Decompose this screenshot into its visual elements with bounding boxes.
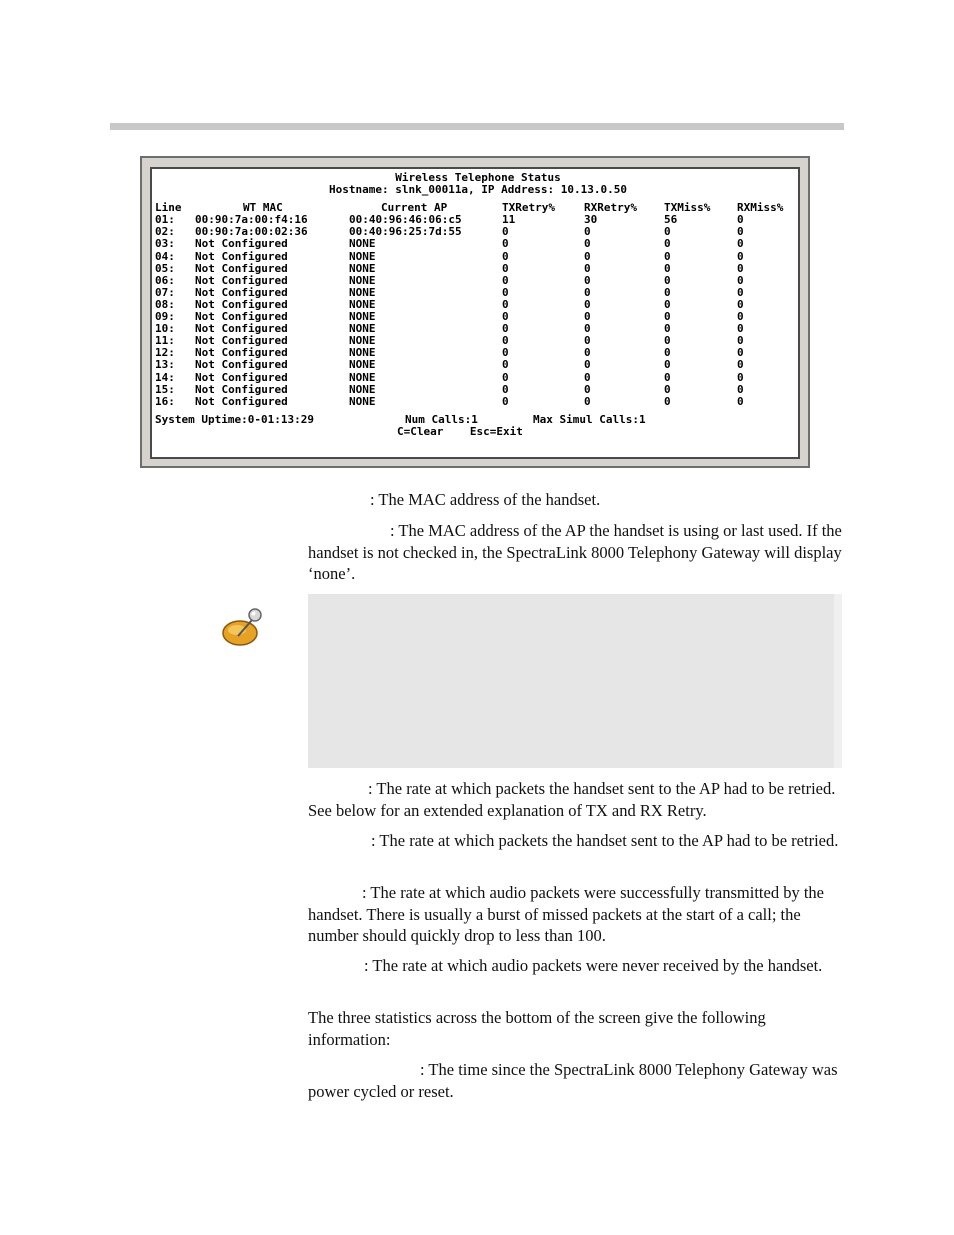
rxretry-description: : The rate at which packets the handset sent to the AP had to be retried. bbox=[371, 831, 839, 850]
current-ap-value: NONE bbox=[349, 322, 376, 336]
txretry-value: 0 bbox=[502, 297, 509, 311]
rxmiss-value: 0 bbox=[737, 273, 744, 287]
txretry-value: 0 bbox=[502, 273, 509, 287]
rxmiss-value: 0 bbox=[737, 225, 744, 239]
terminal-row bbox=[155, 384, 801, 396]
txretry-value: 0 bbox=[502, 310, 509, 324]
wt-mac-value: Not Configured bbox=[195, 310, 288, 324]
txmiss-value: 0 bbox=[664, 310, 671, 324]
rxmiss-value: 0 bbox=[737, 213, 744, 227]
wt-mac-value: Not Configured bbox=[195, 358, 288, 372]
line-number: 07: bbox=[155, 285, 175, 299]
txmiss-value: 0 bbox=[664, 334, 671, 348]
rxretry-value: 0 bbox=[584, 310, 591, 324]
txmiss-value: 0 bbox=[664, 322, 671, 336]
line-number: 03: bbox=[155, 237, 175, 251]
rxmiss-description: : The rate at which audio packets were never received by the handset. bbox=[364, 956, 823, 975]
num-calls: Num Calls:1 bbox=[405, 412, 478, 426]
terminal-row bbox=[155, 263, 801, 275]
rxmiss-value: 0 bbox=[737, 285, 744, 299]
txmiss-value: 0 bbox=[664, 261, 671, 275]
terminal-keys-row bbox=[155, 426, 801, 438]
line-number: 08: bbox=[155, 297, 175, 311]
wt-mac-description: : The MAC address of the handset. bbox=[370, 490, 601, 509]
note-pushpin-icon bbox=[220, 606, 266, 646]
rxmiss-value: 0 bbox=[737, 346, 744, 360]
rxmiss-value: 0 bbox=[737, 322, 744, 336]
txretry-value: 0 bbox=[502, 249, 509, 263]
wt-mac-value: Not Configured bbox=[195, 334, 288, 348]
wt-mac-value: Not Configured bbox=[195, 297, 288, 311]
current-ap-value: NONE bbox=[349, 261, 376, 275]
rxretry-value: 0 bbox=[584, 261, 591, 275]
rxmiss-value: 0 bbox=[737, 370, 744, 384]
rxmiss-value: 0 bbox=[737, 334, 744, 348]
wt-mac-value: 00:90:7a:00:02:36 bbox=[195, 225, 308, 239]
txmiss-value: 0 bbox=[664, 346, 671, 360]
txretry-value: 0 bbox=[502, 261, 509, 275]
line-number: 02: bbox=[155, 225, 175, 239]
line-number: 05: bbox=[155, 261, 175, 275]
rxretry-value: 0 bbox=[584, 297, 591, 311]
txretry-value: 0 bbox=[502, 225, 509, 239]
current-ap-value: NONE bbox=[349, 370, 376, 384]
col-header-wt-mac: WT MAC bbox=[243, 201, 283, 215]
current-ap-value: NONE bbox=[349, 394, 376, 408]
txmiss-value: 0 bbox=[664, 370, 671, 384]
line-number: 15: bbox=[155, 382, 175, 396]
rxmiss-value: 0 bbox=[737, 310, 744, 324]
current-ap-value: NONE bbox=[349, 297, 376, 311]
current-ap-description: : The MAC address of the AP the handset is using or last used. If the handset is not checked in, the SpectraLink 8000 Telephony Gateway will display ‘none’. bbox=[308, 521, 842, 583]
note-box bbox=[308, 594, 842, 768]
three-statistics-intro: The three statistics across the bottom of the screen give the following information: bbox=[308, 1008, 766, 1049]
txretry-value: 0 bbox=[502, 358, 509, 372]
terminal-rows bbox=[155, 214, 801, 408]
txretry-value: 0 bbox=[502, 322, 509, 336]
terminal-row bbox=[155, 396, 801, 408]
current-ap-value: NONE bbox=[349, 249, 376, 263]
txretry-value: 0 bbox=[502, 382, 509, 396]
rxretry-value: 0 bbox=[584, 249, 591, 263]
rxretry-value: 0 bbox=[584, 358, 591, 372]
wt-mac-value: Not Configured bbox=[195, 322, 288, 336]
system-uptime: System Uptime:0-01:13:29 bbox=[155, 412, 314, 426]
txmiss-value: 0 bbox=[664, 249, 671, 263]
txmiss-value: 0 bbox=[664, 225, 671, 239]
wt-mac-value: Not Configured bbox=[195, 261, 288, 275]
rxmiss-value: 0 bbox=[737, 261, 744, 275]
rxretry-value: 0 bbox=[584, 285, 591, 299]
wt-mac-value: Not Configured bbox=[195, 382, 288, 396]
line-number: 11: bbox=[155, 334, 175, 348]
line-number: 14: bbox=[155, 370, 175, 384]
txmiss-value: 0 bbox=[664, 297, 671, 311]
txretry-value: 0 bbox=[502, 346, 509, 360]
current-ap-value: NONE bbox=[349, 285, 376, 299]
col-header-current-ap: Current AP bbox=[381, 201, 448, 215]
rxmiss-value: 0 bbox=[737, 237, 744, 251]
line-number: 04: bbox=[155, 249, 175, 263]
terminal-hostname: Hostname: slnk_00011a, IP Address: 10.13.0.50 bbox=[328, 183, 627, 197]
current-ap-value: NONE bbox=[349, 358, 376, 372]
rxretry-value: 0 bbox=[584, 273, 591, 287]
col-header-txretry: TXRetry% bbox=[502, 201, 555, 215]
txretry-value: 0 bbox=[502, 285, 509, 299]
txretry-description: : The rate at which packets the handset sent to the AP had to be retried. See below for an extended explanation of TX and RX Retry. bbox=[308, 779, 836, 820]
terminal-row bbox=[155, 359, 801, 371]
current-ap-value: NONE bbox=[349, 273, 376, 287]
col-header-txmiss: TXMiss% bbox=[664, 201, 711, 215]
terminal-row bbox=[155, 238, 801, 250]
line-number: 06: bbox=[155, 273, 175, 287]
terminal-window bbox=[150, 167, 800, 459]
current-ap-value: 00:40:96:25:7d:55 bbox=[349, 225, 462, 239]
txretry-value: 11 bbox=[502, 213, 516, 227]
txretry-value: 0 bbox=[502, 370, 509, 384]
txmiss-description: : The rate at which audio packets were successfully transmitted by the handset. There is usually a burst of missed packets at the start of a call; the number should quickly drop to less than 100. bbox=[308, 883, 824, 945]
current-ap-value: 00:40:96:46:06:c5 bbox=[349, 213, 462, 227]
line-number: 09: bbox=[155, 310, 175, 324]
txmiss-value: 0 bbox=[664, 394, 671, 408]
line-number: 13: bbox=[155, 358, 175, 372]
terminal-content bbox=[155, 172, 801, 438]
txmiss-value: 0 bbox=[664, 273, 671, 287]
rxretry-value: 0 bbox=[584, 370, 591, 384]
txmiss-value: 0 bbox=[664, 237, 671, 251]
rxmiss-value: 0 bbox=[737, 297, 744, 311]
current-ap-value: NONE bbox=[349, 382, 376, 396]
rxretry-value: 0 bbox=[584, 394, 591, 408]
system-uptime-description: : The time since the SpectraLink 8000 Telephony Gateway was power cycled or reset. bbox=[308, 1060, 838, 1101]
line-number: 16: bbox=[155, 394, 175, 408]
txretry-value: 0 bbox=[502, 237, 509, 251]
rxmiss-value: 0 bbox=[737, 249, 744, 263]
txretry-value: 0 bbox=[502, 394, 509, 408]
wt-mac-value: Not Configured bbox=[195, 237, 288, 251]
rxretry-value: 0 bbox=[584, 322, 591, 336]
line-number: 12: bbox=[155, 346, 175, 360]
header-rule bbox=[110, 123, 844, 130]
rxretry-value: 0 bbox=[584, 334, 591, 348]
wt-mac-value: Not Configured bbox=[195, 346, 288, 360]
rxretry-value: 0 bbox=[584, 237, 591, 251]
terminal-screenshot bbox=[140, 156, 810, 468]
terminal-keys: C=Clear Esc=Exit bbox=[397, 424, 523, 438]
rxmiss-value: 0 bbox=[737, 358, 744, 372]
wt-mac-value: Not Configured bbox=[195, 249, 288, 263]
col-header-rxretry: RXRetry% bbox=[584, 201, 637, 215]
wt-mac-value: Not Configured bbox=[195, 394, 288, 408]
rxmiss-value: 0 bbox=[737, 382, 744, 396]
current-ap-value: NONE bbox=[349, 346, 376, 360]
rxretry-value: 0 bbox=[584, 225, 591, 239]
terminal-title: Wireless Telephone Status bbox=[395, 171, 561, 184]
line-number: 01: bbox=[155, 213, 175, 227]
txmiss-value: 0 bbox=[664, 285, 671, 299]
wt-mac-value: Not Configured bbox=[195, 273, 288, 287]
wt-mac-value: Not Configured bbox=[195, 285, 288, 299]
rxmiss-value: 0 bbox=[737, 394, 744, 408]
col-header-rxmiss: RXMiss% bbox=[737, 201, 784, 215]
line-number: 10: bbox=[155, 322, 175, 336]
txmiss-value: 0 bbox=[664, 358, 671, 372]
terminal-row bbox=[155, 251, 801, 263]
current-ap-value: NONE bbox=[349, 310, 376, 324]
txmiss-value: 56 bbox=[664, 213, 678, 227]
current-ap-value: NONE bbox=[349, 237, 376, 251]
rxretry-value: 30 bbox=[584, 213, 598, 227]
txmiss-value: 0 bbox=[664, 382, 671, 396]
txretry-value: 0 bbox=[502, 334, 509, 348]
wt-mac-value: Not Configured bbox=[195, 370, 288, 384]
col-header-line: Line bbox=[155, 201, 182, 215]
max-simul-calls: Max Simul Calls:1 bbox=[533, 412, 646, 426]
rxretry-value: 0 bbox=[584, 382, 591, 396]
rxretry-value: 0 bbox=[584, 346, 591, 360]
current-ap-value: NONE bbox=[349, 334, 376, 348]
wt-mac-value: 00:90:7a:00:f4:16 bbox=[195, 213, 308, 227]
terminal-row bbox=[155, 372, 801, 384]
